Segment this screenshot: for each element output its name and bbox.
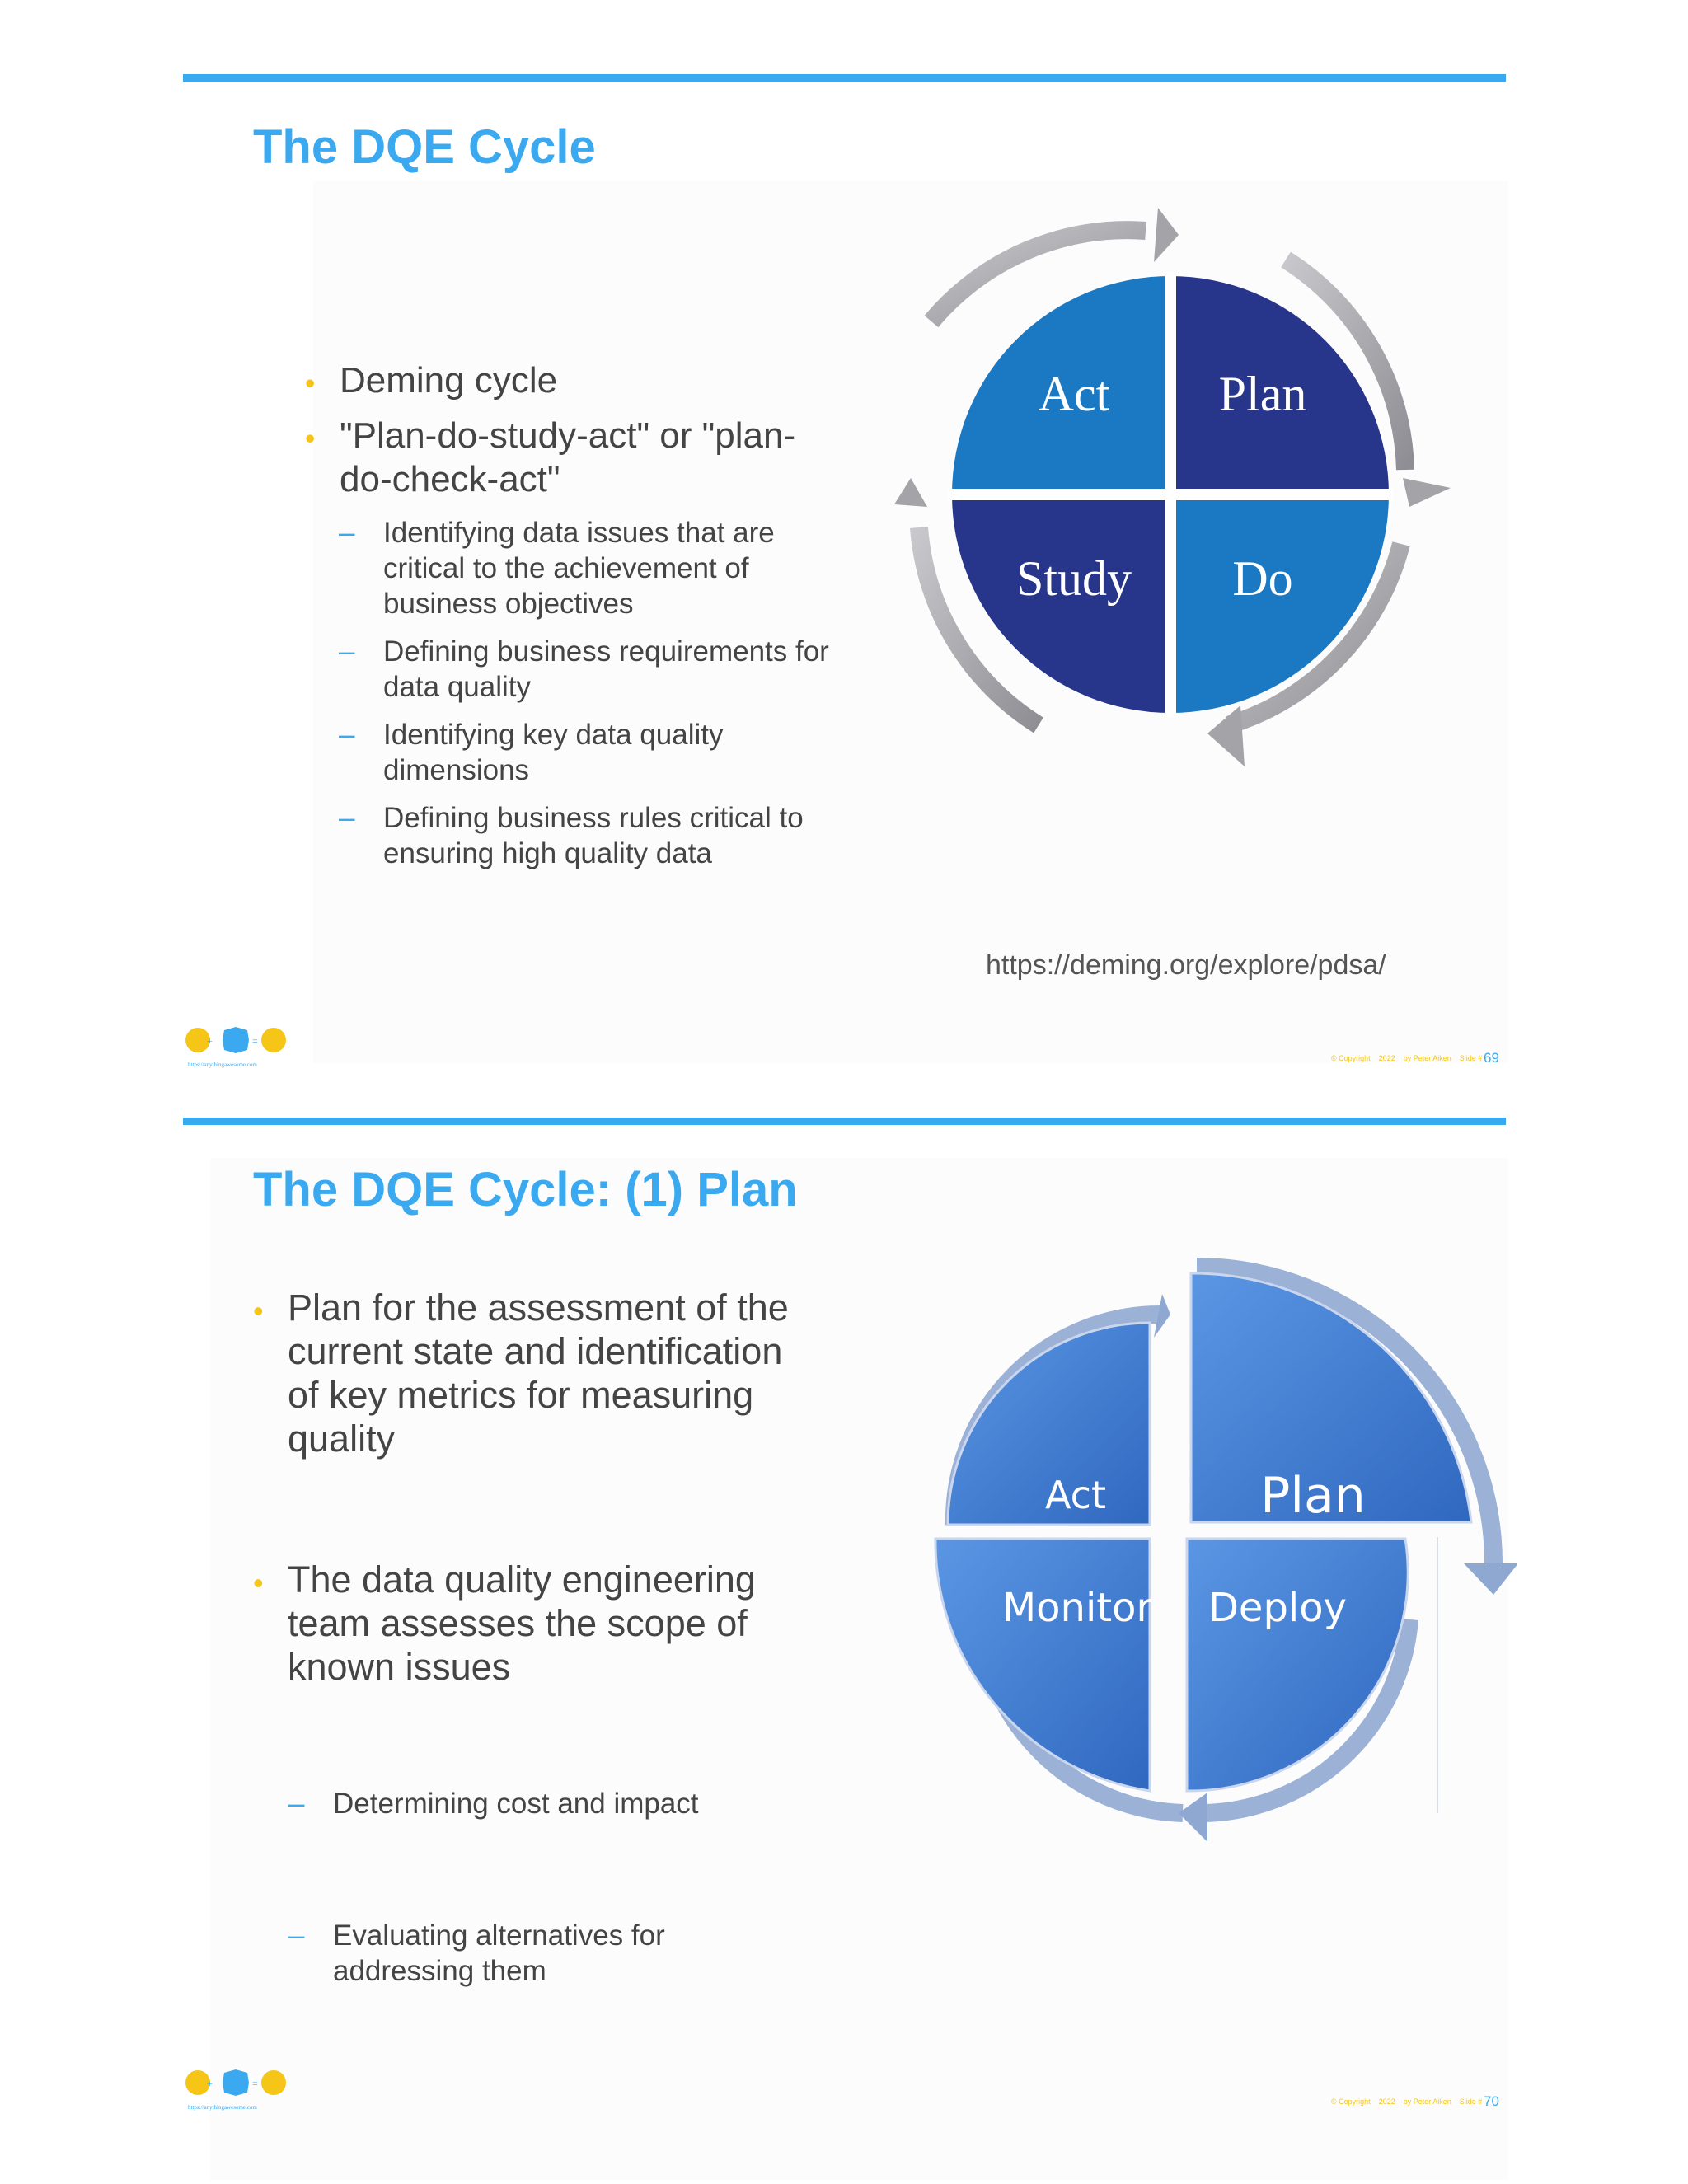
label-act: Act (1045, 1473, 1106, 1517)
slide-label: Slide # (1459, 1054, 1483, 1062)
page-number: 69 (1484, 1050, 1499, 1066)
edge-line (1437, 1537, 1438, 1813)
source-url: https://deming.org/explore/pdsa/ (986, 949, 1386, 981)
author: by Peter Aiken (1403, 1054, 1451, 1062)
label-act: Act (1038, 367, 1110, 421)
label-deploy: Deploy (1207, 1585, 1348, 1631)
footer-meta (1331, 1054, 1482, 1062)
copyright: © Copyright (1331, 2097, 1371, 2106)
bullet-item: • "Plan-do-study-act" or "plan-do-check-act" (305, 414, 832, 501)
label-plan: Plan (1218, 367, 1307, 421)
sub-bullet-item: – Defining business requirements for data quality (339, 634, 833, 705)
author: by Peter Aiken (1403, 2097, 1451, 2106)
anythingawesome-logo (183, 1022, 298, 1071)
sub-bullet-item: – Evaluating alternatives for addressing them (288, 1918, 750, 1989)
svg-text:+: + (207, 2078, 213, 2089)
plan-deploy-monitor-act-diagram (907, 1191, 1517, 1883)
sub-bullet-item: – Determining cost and impact (288, 1786, 750, 1821)
page-number: 70 (1484, 2093, 1499, 2109)
bullet-list (253, 1286, 797, 1689)
label-study: Study (1015, 551, 1132, 606)
logo-url: https://anythingawesome.com (188, 1062, 257, 1068)
copyright: © Copyright (1331, 1054, 1371, 1062)
label-monitor: Monitor (1001, 1585, 1153, 1631)
top-rule (183, 74, 1506, 82)
slide-label: Slide # (1459, 2097, 1483, 2106)
sub-bullet-item: – Identifying data issues that are critical to the achievement of business objectives (339, 515, 833, 621)
svg-text:=: = (252, 1035, 258, 1047)
year: 2022 (1378, 1054, 1395, 1062)
slide-title: The DQE Cycle (253, 120, 596, 174)
logo-url: https://anythingawesome.com (188, 2104, 257, 2111)
label-plan: Plan (1260, 1467, 1366, 1525)
sub-bullet-item: – Identifying key data quality dimensions (339, 717, 833, 788)
sub-bullet-item: – Defining business rules critical to ensuring high quality data (339, 800, 833, 871)
bullet-list (305, 359, 832, 506)
top-rule (183, 1118, 1506, 1125)
bullet-item: • The data quality engineering team assesses the scope of known issues (253, 1558, 797, 1689)
svg-text:+: + (207, 1035, 213, 1047)
svg-text:=: = (252, 2078, 258, 2089)
footer-meta (1331, 2097, 1482, 2106)
pdsa-cycle-diagram (874, 198, 1467, 791)
bullet-item: • Deming cycle (305, 359, 832, 402)
quadrant-deploy (1187, 1539, 1408, 1791)
bullet-item: • Plan for the assessment of the current state and identification of key metrics for measuring quality (253, 1286, 797, 1460)
sub-bullet-list (288, 1786, 750, 1989)
divider-horizontal (948, 489, 1393, 500)
sub-bullet-list (339, 515, 833, 871)
slide-title: The DQE Cycle: (1) Plan (253, 1163, 798, 1216)
label-do: Do (1232, 551, 1293, 606)
slide-70 (0, 1108, 1688, 2184)
year: 2022 (1378, 2097, 1395, 2106)
anythingawesome-logo (183, 2064, 298, 2114)
